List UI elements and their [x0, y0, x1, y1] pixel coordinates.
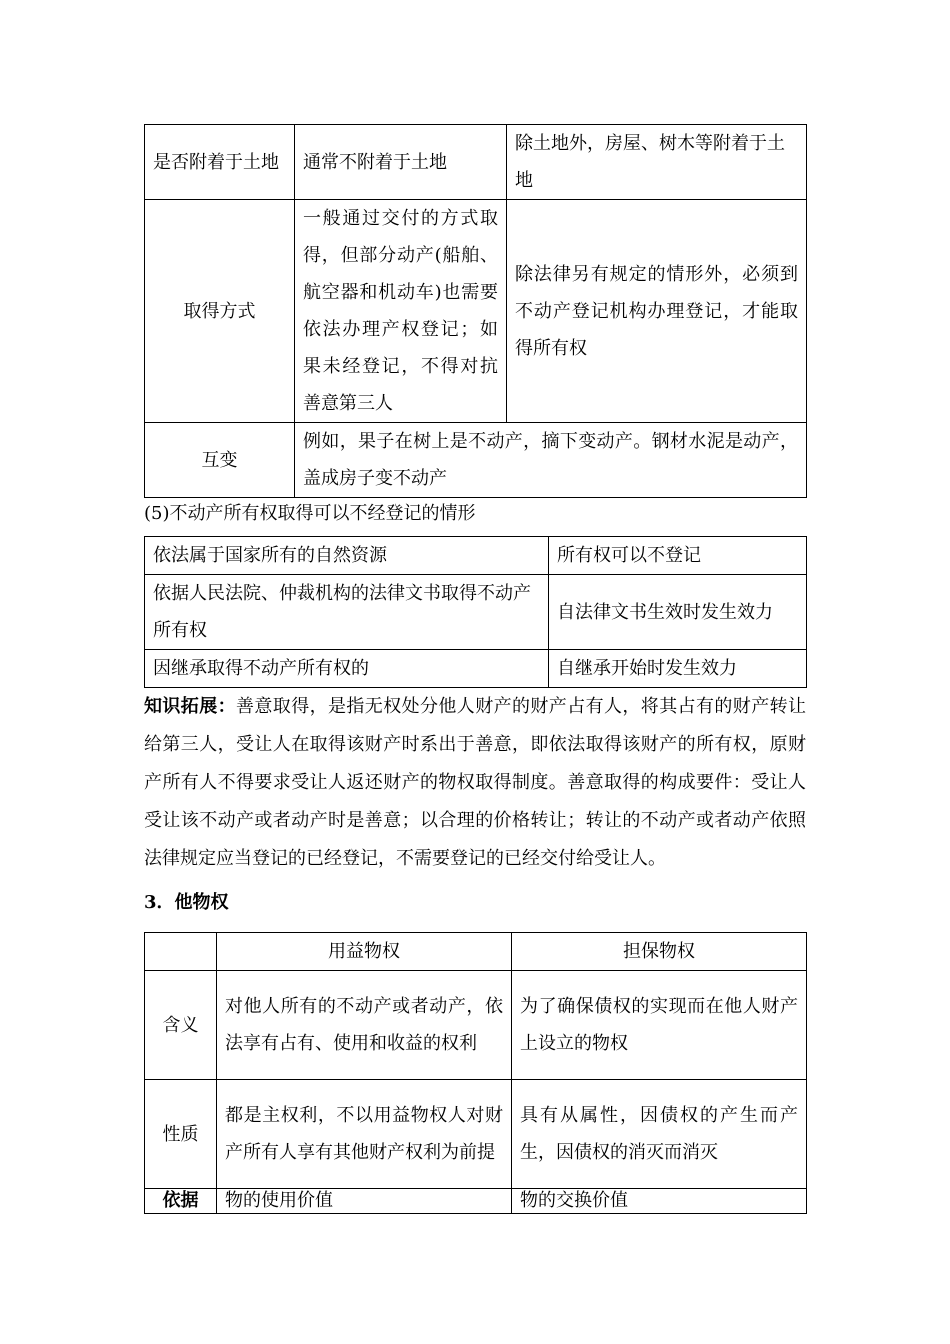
row-label: 含义 [145, 971, 217, 1080]
effect-cell: 自法律文书生效时发生效力 [549, 575, 807, 650]
header-usufruct: 用益物权 [217, 933, 512, 971]
security-cell: 为了确保债权的实现而在他人财产上设立的物权 [512, 971, 807, 1080]
section-heading: (5)不动产所有权取得可以不经登记的情形 [144, 503, 476, 524]
immovable-cell: 除土地外，房屋、树木等附着于土地 [507, 125, 807, 200]
security-cell: 物的交换价值 [512, 1189, 807, 1214]
table-row [145, 1189, 807, 1214]
knowledge-text: 善意取得，是指无权处分他人财产的财产占有人，将其占有的财产转让给第三人，受让人在取得该财产时系出于善意，即依法取得该财产的所有权，原财产所有人不得要求受让人返还财产的物权取得制度。善意取得的构成要件：受让人受让该不动产或者动产时是善意；以合理的价格转让；转让的不动产或者动产依照法律规定应当登记的已经登记，不需要登记的已经交付给受让人。 [144, 696, 806, 869]
movable-cell: 一般通过交付的方式取得，但部分动产(船舶、航空器和机动车)也需要依法办理产权登记；如果未经登记，不得对抗善意第三人 [295, 200, 507, 423]
row-label: 取得方式 [145, 200, 295, 423]
row-label: 是否附着于土地 [145, 125, 295, 200]
effect-cell: 自继承开始时发生效力 [549, 650, 807, 688]
security-cell: 具有从属性，因债权的产生而产生，因债权的消灭而消灭 [512, 1080, 807, 1189]
movable-cell: 通常不附着于土地 [295, 125, 507, 200]
header-blank [145, 933, 217, 971]
row-label: 性质 [145, 1080, 217, 1189]
document-page [144, 124, 806, 1214]
no-registration-table [144, 536, 807, 688]
situation-cell: 依法属于国家所有的自然资源 [145, 537, 549, 575]
table-row [145, 1080, 807, 1189]
table-row [145, 575, 807, 650]
merged-cell: 例如，果子在树上是不动产，摘下变动产。钢材水泥是动产，盖成房子变不动产 [295, 423, 807, 498]
usufruct-cell: 对他人所有的不动产或者动产，依法享有占有、使用和收益的权利 [217, 971, 512, 1080]
header-security: 担保物权 [512, 933, 807, 971]
knowledge-paragraph [144, 688, 806, 878]
table-row [145, 537, 807, 575]
situation-cell: 依据人民法院、仲裁机构的法律文书取得不动产所有权 [145, 575, 549, 650]
immovable-cell: 除法律另有规定的情形外，必须到不动产登记机构办理登记，才能取得所有权 [507, 200, 807, 423]
table-row [145, 650, 807, 688]
table-row [145, 971, 807, 1080]
situation-cell: 因继承取得不动产所有权的 [145, 650, 549, 688]
effect-cell: 所有权可以不登记 [549, 537, 807, 575]
section-heading: 3．他物权 [144, 892, 229, 913]
usufruct-cell: 物的使用价值 [217, 1189, 512, 1214]
table-row [145, 125, 807, 200]
other-rights-table [144, 932, 807, 1214]
row-label: 互变 [145, 423, 295, 498]
table-row [145, 423, 807, 498]
table-header-row [145, 933, 807, 971]
property-comparison-table [144, 124, 807, 498]
usufruct-cell: 都是主权利，不以用益物权人对财产所有人享有其他财产权利为前提 [217, 1080, 512, 1189]
knowledge-label: 知识拓展： [144, 696, 236, 717]
table-row [145, 200, 807, 423]
row-label: 依据 [145, 1189, 217, 1214]
